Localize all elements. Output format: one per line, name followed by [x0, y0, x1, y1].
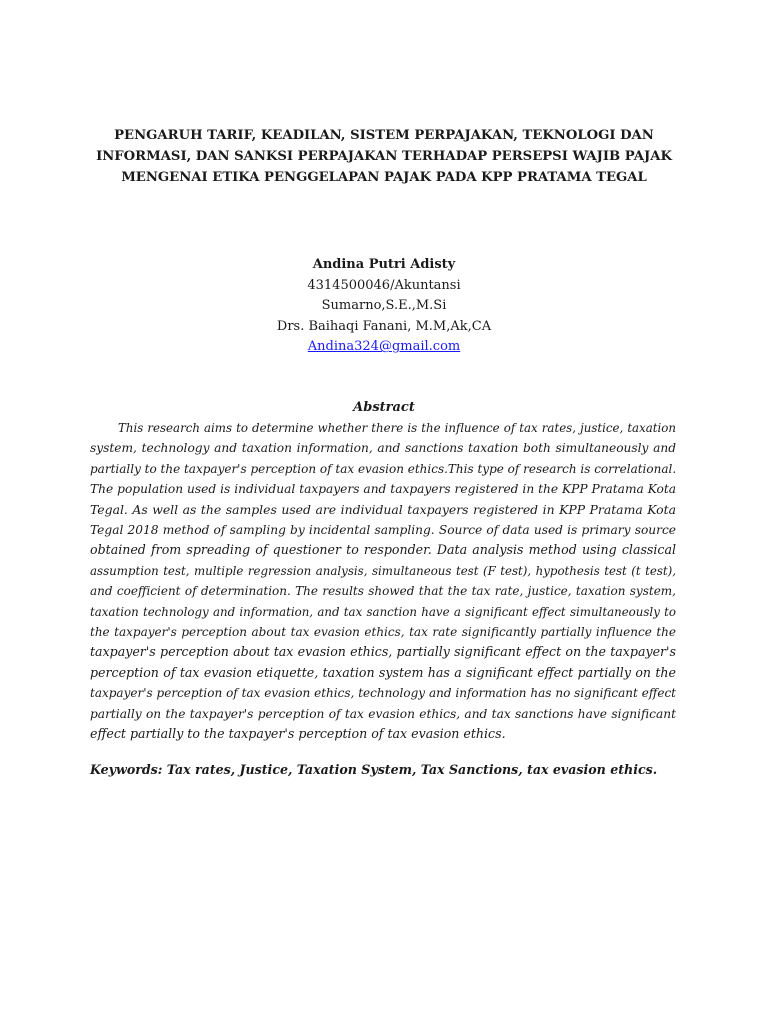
author-block: [0, 255, 768, 358]
title-line-2: INFORMASI, DAN SANKSI PERPAJAKAN TERHADAP PERSEPSI WAJIB PAJAK: [96, 149, 672, 164]
abstract-line: obtained from spreading of questioner to responder. Data analysis method using classical: [90, 542, 676, 558]
supervisor-2: Drs. Baihaqi Fanani, M.M,Ak,CA: [276, 318, 492, 334]
abstract-line: taxation technology and information, and tax sanction have a significant effect simultaneously to: [90, 604, 676, 619]
abstract-line: effect partially to the taxpayer's perception of tax evasion ethics.: [90, 726, 506, 742]
abstract-line: taxpayer's perception of tax evasion ethics, technology and information has no significant effect: [90, 686, 676, 701]
abstract-line: and coefficient of determination. The results showed that the tax rate, justice, taxation system,: [90, 584, 676, 599]
title-line-3: MENGENAI ETIKA PENGGELAPAN PAJAK PADA KPP PRATAMA TEGAL: [121, 170, 647, 185]
abstract-line: perception of tax evasion etiquette, taxation system has a significant effect partially on the: [90, 664, 676, 680]
abstract-line: the taxpayer's perception about tax evasion ethics, tax rate significantly partially influence the: [90, 625, 676, 640]
abstract-line: partially on the taxpayer's perception of tax evasion ethics, and tax sanctions have significant: [90, 706, 676, 721]
abstract-line: assumption test, multiple regression analysis, simultaneous test (F test), hypothesis test (t test),: [90, 563, 676, 578]
abstract-line: Tegal. As well as the samples used are individual taxpayers registered in KPP Pratama Kota: [90, 501, 676, 517]
abstract-line: Tegal 2018 method of sampling by incidental sampling. Source of data used is primary source: [90, 523, 676, 538]
abstract-line: partially to the taxpayer's perception of tax evasion ethics.This type of research is correlational.: [90, 461, 677, 476]
abstract-line: The population used is individual taxpayers and taxpayers registered in the KPP Pratama Kota: [90, 482, 676, 497]
abstract-line: system, technology and taxation information, and sanctions taxation both simultaneously and: [90, 441, 676, 456]
supervisor-1: Sumarno,S.E.,M.Si: [321, 298, 447, 314]
title-line-1: PENGARUH TARIF, KEADILAN, SISTEM PERPAJAKAN, TEKNOLOGI DAN: [114, 128, 654, 143]
abstract-body: [90, 418, 676, 745]
abstract-heading: Abstract: [353, 400, 415, 415]
author-id-program: 4314500046/Akuntansi: [307, 277, 461, 293]
keywords: Keywords: Tax rates, Justice, Taxation System, Tax Sanctions, tax evasion ethics.: [90, 762, 658, 777]
paper-title: [60, 125, 708, 188]
author-name: Andina Putri Adisty: [312, 257, 456, 272]
abstract-line: This research aims to determine whether there is the influence of tax rates, justice, taxation: [118, 421, 676, 435]
abstract-line: taxpayer's perception about tax evasion ethics, partially significant effect on the taxpayer's: [90, 644, 676, 660]
author-email-link[interactable]: Andina324@gmail.com: [307, 339, 461, 355]
